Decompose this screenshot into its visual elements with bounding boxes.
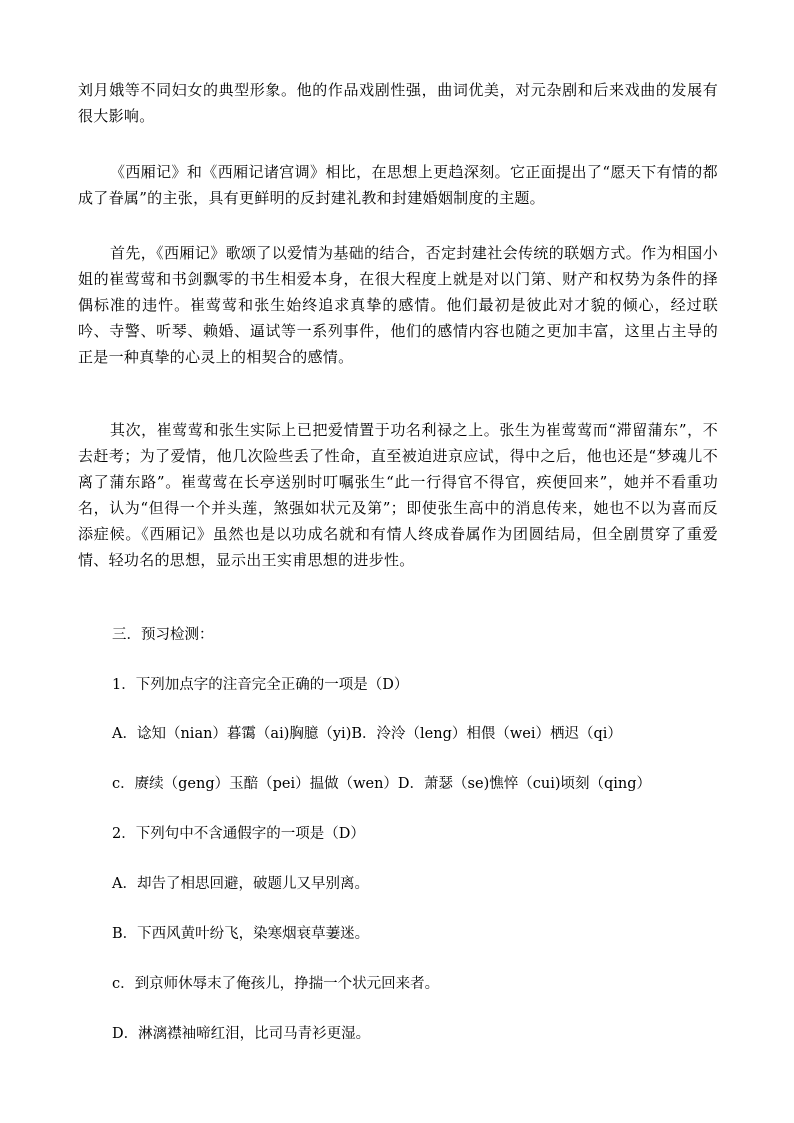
paragraph-first-point: 首先，《西厢记》歌颂了以爱情为基础的结合，否定封建社会传统的联姻方式。作为相国小姐的崔莺莺和书剑飘零的书生相爱本身，在很大程度上就是对以门第、财产和权势为条件的择偶标准的违忤。崔莺莺和张生始终追求真挚的感情。他们最初是彼此对才貌的倾心，经过联吟、寺警、听琴、赖婚、逼试等一系列事件，他们的感情内容也随之更加丰富，这里占主导的正是一种真挚的心灵上的相契合的感情。 — [78, 244, 718, 366]
question-1-options-line-2: c．赓续（geng）玉醅（pei）揾做（wen）D．萧瑟（se)憔悴（cui)顷刻（qing） — [112, 776, 652, 792]
question-2-option-c: c．到京师休辱末了俺孩儿，挣揣一个状元回来者。 — [112, 976, 440, 992]
question-1-stem: 1．下列加点字的注音完全正确的一项是（D） — [112, 677, 409, 693]
question-2-stem: 2．下列句中不含通假字的一项是（D） — [112, 826, 365, 842]
paragraph-intro-continuation: 刘月娥等不同妇女的典型形象。他的作品戏剧性强，曲词优美，对元杂剧和后来戏曲的发展有很大影响。 — [78, 81, 718, 125]
section-heading-preview-test: 三．预习检测： — [112, 627, 214, 643]
question-2-option-d: D．淋漓襟袖啼红泪，比司马青衫更湿。 — [112, 1026, 371, 1042]
question-1-options-line-1: A．谂知（nian）暮霭（ai)胸臆（yi)B．泠泠（leng）相偎（wei）栖迟（qi） — [112, 726, 622, 742]
question-2-option-b: B．下西风黄叶纷飞，染寒烟衰草萋迷。 — [112, 926, 370, 942]
paragraph-second-point: 其次，崔莺莺和张生实际上已把爱情置于功名利禄之上。张生为崔莺莺而“滞留蒲东”，不去赶考；为了爱情，他几次险些丢了性命，直至被迫进京应试，得中之后，他也还是“梦魂儿不离了蒲东路”。崔莺莺在长亭送别时叮嘱张生“此一行得官不得官，疾便回来”，她并不看重功名，认为“但得一个并头莲，煞强如状元及第”；即使张生高中的消息传来，她也不以为喜而反添症候。《西厢记》虽然也是以功成名就和有情人终成眷属作为团圆结局，但全剧贯穿了重爱情、轻功名的思想，显示出王实甫思想的进步性。 — [78, 421, 718, 569]
paragraph-comparison: 《西厢记》和《西厢记诸宫调》相比，在思想上更趋深刻。它正面提出了“愿天下有情的都成了眷属”的主张，具有更鲜明的反封建礼教和封建婚姻制度的主题。 — [78, 163, 718, 207]
question-2-option-a: A．却告了相思回避，破题儿又早别离。 — [112, 876, 369, 892]
